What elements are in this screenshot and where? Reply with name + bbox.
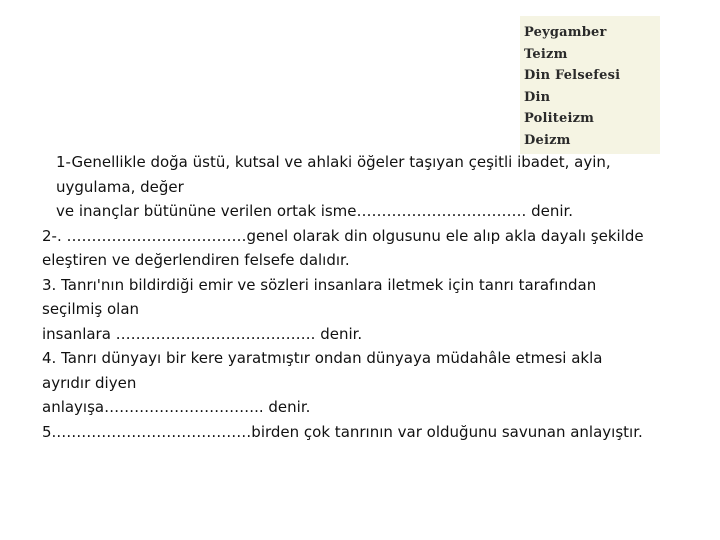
word-bank-item: Deizm xyxy=(524,132,571,148)
word-bank-item: Teizm xyxy=(524,46,568,62)
question-3: 3. Tanrı'nın bildirdiği emir ve sözleri insanlara iletmek için tanrı tarafından seçilmiş olan insanlara …………………………………. denir. xyxy=(42,275,597,343)
word-bank-item: Din xyxy=(524,89,551,105)
word-bank-box xyxy=(520,16,660,154)
question-2: 2-. ………………………………genel olarak din olgusunu ele alıp akla dayalı şekilde eleştiren ve değerlendiren felsefe dalıdır. xyxy=(42,226,644,269)
question-5: 5.…………………………………birden çok tanrının var olduğunu savunan anlayıştır. xyxy=(42,422,643,441)
word-bank-list xyxy=(524,22,660,152)
question-list xyxy=(42,150,682,444)
word-bank-item: Din Felsefesi xyxy=(524,68,621,84)
question-1: 1-Genellikle doğa üstü, kutsal ve ahlaki öğeler taşıyan çeşitli ibadet, ayin, uygulama, değer ve inançlar bütününe verilen ortak isme……………………………. denir. xyxy=(56,153,611,220)
question-4: 4. Tanrı dünyayı bir kere yaratmıştır ondan dünyaya müdahâle etmesi akla ayrıdır diyen anlayışa………………………….. denir. xyxy=(42,349,603,416)
word-bank-item: Peygamber xyxy=(524,25,607,40)
word-bank-item: Politeizm xyxy=(524,111,595,127)
